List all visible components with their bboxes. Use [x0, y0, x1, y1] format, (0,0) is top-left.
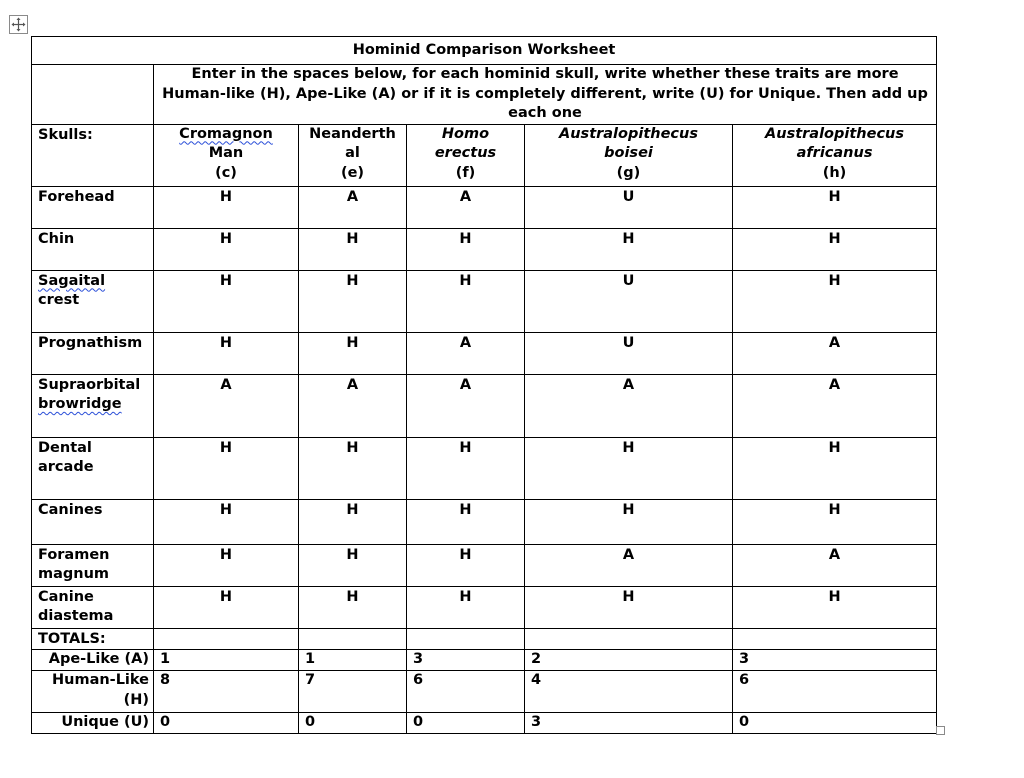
column-header-line2: erectus	[434, 145, 497, 161]
column-header-code: (e)	[340, 164, 365, 181]
trait-label-line1: Dental	[38, 439, 92, 456]
column-header-code: (h)	[822, 164, 847, 181]
trait-value-cell[interactable]: H	[154, 586, 299, 628]
trait-row-dental-arcade	[32, 437, 937, 499]
trait-row-forehead	[32, 186, 937, 228]
title-row	[32, 37, 937, 65]
instructions-row	[32, 65, 937, 125]
totals-row-label-line1: Human-Like	[52, 672, 149, 688]
trait-row-canine-diastema	[32, 586, 937, 628]
total-value-cell[interactable]: 3	[525, 713, 733, 734]
total-value-cell[interactable]: 6	[733, 671, 937, 713]
trait-value-cell[interactable]: H	[525, 586, 733, 628]
trait-value-cell[interactable]: U	[525, 270, 733, 332]
column-header-line2: boisei	[604, 145, 653, 161]
column-header-line2: al	[345, 145, 360, 161]
empty-cell[interactable]	[733, 628, 937, 650]
trait-value-cell[interactable]: A	[407, 186, 525, 228]
total-value-cell[interactable]: 1	[299, 650, 407, 671]
hominid-comparison-table	[31, 36, 937, 734]
table-resize-handle[interactable]	[936, 726, 945, 735]
skulls-label[interactable]: Skulls:	[32, 124, 154, 186]
column-header-australopithecus-boisei[interactable]	[525, 124, 733, 186]
move-icon	[11, 17, 26, 32]
trait-value-cell[interactable]: H	[525, 437, 733, 499]
trait-row-canines	[32, 499, 937, 544]
trait-label[interactable]: Prognathism	[32, 332, 154, 374]
trait-label[interactable]	[32, 437, 154, 499]
total-value-cell[interactable]: 0	[154, 713, 299, 734]
totals-header-row	[32, 628, 937, 650]
totals-row-label[interactable]: Ape-Like (A)	[32, 650, 154, 671]
trait-value-cell[interactable]: H	[407, 228, 525, 270]
trait-value-cell[interactable]: A	[733, 374, 937, 437]
trait-value-cell[interactable]: H	[154, 437, 299, 499]
total-value-cell[interactable]: 3	[733, 650, 937, 671]
trait-value-cell[interactable]: H	[525, 228, 733, 270]
trait-value-cell[interactable]: H	[407, 437, 525, 499]
column-header-row	[32, 124, 937, 186]
trait-value-cell[interactable]: H	[733, 437, 937, 499]
empty-cell[interactable]	[407, 628, 525, 650]
column-header-code: (f)	[455, 164, 476, 181]
trait-label-line1: Supraorbital	[38, 376, 141, 393]
trait-value-cell[interactable]: A	[525, 544, 733, 586]
trait-value-cell[interactable]: A	[154, 374, 299, 437]
empty-cell[interactable]	[525, 628, 733, 650]
trait-value-cell[interactable]: A	[733, 544, 937, 586]
trait-value-cell[interactable]: A	[407, 374, 525, 437]
empty-cell[interactable]	[299, 628, 407, 650]
trait-value-cell[interactable]: H	[733, 270, 937, 332]
empty-cell[interactable]	[32, 65, 154, 125]
trait-value-cell[interactable]: H	[407, 270, 525, 332]
totals-row-label[interactable]	[32, 671, 154, 713]
column-header-homo-erectus[interactable]	[407, 124, 525, 186]
column-header-line1: Neanderth	[309, 125, 396, 142]
totals-row-label[interactable]: Unique (U)	[32, 713, 154, 734]
trait-row-foramen-magnum	[32, 544, 937, 586]
trait-value-cell[interactable]: H	[154, 270, 299, 332]
trait-label[interactable]	[32, 544, 154, 586]
trait-value-cell[interactable]: A	[407, 332, 525, 374]
trait-value-cell[interactable]: H	[733, 228, 937, 270]
trait-value-cell[interactable]: A	[733, 332, 937, 374]
trait-value-cell[interactable]: H	[299, 332, 407, 374]
trait-label[interactable]	[32, 270, 154, 332]
column-header-line1: Cromagnon	[179, 125, 273, 142]
instructions-text[interactable]: Enter in the spaces below, for each hominid skull, write whether these traits are more Human-like (H), Ape-Like (A) or if it is completely different, write (U) for Unique. Then add up each one	[154, 65, 937, 125]
trait-value-cell[interactable]: H	[299, 544, 407, 586]
trait-value-cell[interactable]: H	[733, 586, 937, 628]
trait-value-cell[interactable]: H	[154, 544, 299, 586]
trait-label-line2: arcade	[38, 459, 94, 475]
total-value-cell[interactable]: 0	[407, 713, 525, 734]
trait-label-line1: Foramen	[38, 546, 110, 563]
total-value-cell[interactable]: 0	[733, 713, 937, 734]
total-value-cell[interactable]: 8	[154, 671, 299, 713]
trait-value-cell[interactable]: H	[407, 586, 525, 628]
totals-label[interactable]: TOTALS:	[32, 628, 154, 650]
trait-label[interactable]	[32, 374, 154, 437]
column-header-line1: Homo	[441, 125, 490, 142]
total-value-cell[interactable]: 0	[299, 713, 407, 734]
trait-value-cell[interactable]: H	[154, 332, 299, 374]
trait-value-cell[interactable]: H	[299, 437, 407, 499]
trait-row-prognathism	[32, 332, 937, 374]
trait-value-cell[interactable]: A	[299, 374, 407, 437]
trait-value-cell[interactable]: H	[299, 228, 407, 270]
trait-label-line2: diastema	[38, 608, 114, 624]
total-value-cell[interactable]: 1	[154, 650, 299, 671]
trait-label-line1: Sagaital	[38, 272, 106, 289]
column-header-neanderthal[interactable]	[299, 124, 407, 186]
column-header-code: (g)	[616, 164, 641, 181]
trait-row-chin	[32, 228, 937, 270]
empty-cell[interactable]	[154, 628, 299, 650]
column-header-line1: Australopithecus	[765, 125, 904, 142]
total-value-cell[interactable]: 4	[525, 671, 733, 713]
trait-value-cell[interactable]: H	[299, 586, 407, 628]
totals-row-human-like	[32, 671, 937, 713]
trait-label-line2: crest	[38, 292, 80, 308]
trait-value-cell[interactable]: H	[407, 499, 525, 544]
trait-row-sagaital-crest	[32, 270, 937, 332]
column-header-line2: Man	[208, 145, 244, 161]
trait-value-cell[interactable]: H	[154, 499, 299, 544]
trait-label-line2: magnum	[38, 566, 110, 582]
total-value-cell[interactable]: 7	[299, 671, 407, 713]
column-header-code: (c)	[215, 164, 237, 181]
trait-label[interactable]: Canines	[32, 499, 154, 544]
trait-value-cell[interactable]: A	[525, 374, 733, 437]
trait-value-cell[interactable]: H	[733, 499, 937, 544]
trait-label-line1: Canine	[38, 588, 94, 605]
trait-label[interactable]: Chin	[32, 228, 154, 270]
column-header-cromagnon[interactable]	[154, 124, 299, 186]
total-value-cell[interactable]: 3	[407, 650, 525, 671]
trait-value-cell[interactable]: U	[525, 186, 733, 228]
total-value-cell[interactable]: 6	[407, 671, 525, 713]
trait-value-cell[interactable]: A	[299, 186, 407, 228]
trait-value-cell[interactable]: H	[154, 228, 299, 270]
trait-label[interactable]	[32, 586, 154, 628]
column-header-line1: Australopithecus	[559, 125, 698, 142]
column-header-australopithecus-africanus[interactable]	[733, 124, 937, 186]
trait-label[interactable]: Forehead	[32, 186, 154, 228]
trait-value-cell[interactable]: H	[299, 499, 407, 544]
total-value-cell[interactable]: 2	[525, 650, 733, 671]
totals-row-unique	[32, 713, 937, 734]
trait-value-cell[interactable]: U	[525, 332, 733, 374]
trait-value-cell[interactable]: H	[733, 186, 937, 228]
trait-value-cell[interactable]: H	[407, 544, 525, 586]
trait-value-cell[interactable]: H	[154, 186, 299, 228]
column-header-line2: africanus	[796, 145, 873, 161]
trait-label-line2: browridge	[38, 396, 122, 412]
worksheet-title[interactable]: Hominid Comparison Worksheet	[32, 37, 937, 65]
totals-row-ape-like	[32, 650, 937, 671]
trait-value-cell[interactable]: H	[299, 270, 407, 332]
totals-row-label-line2: (H)	[123, 691, 149, 708]
trait-row-supraorbital-browridge	[32, 374, 937, 437]
trait-value-cell[interactable]: H	[525, 499, 733, 544]
table-move-handle[interactable]	[9, 15, 28, 34]
